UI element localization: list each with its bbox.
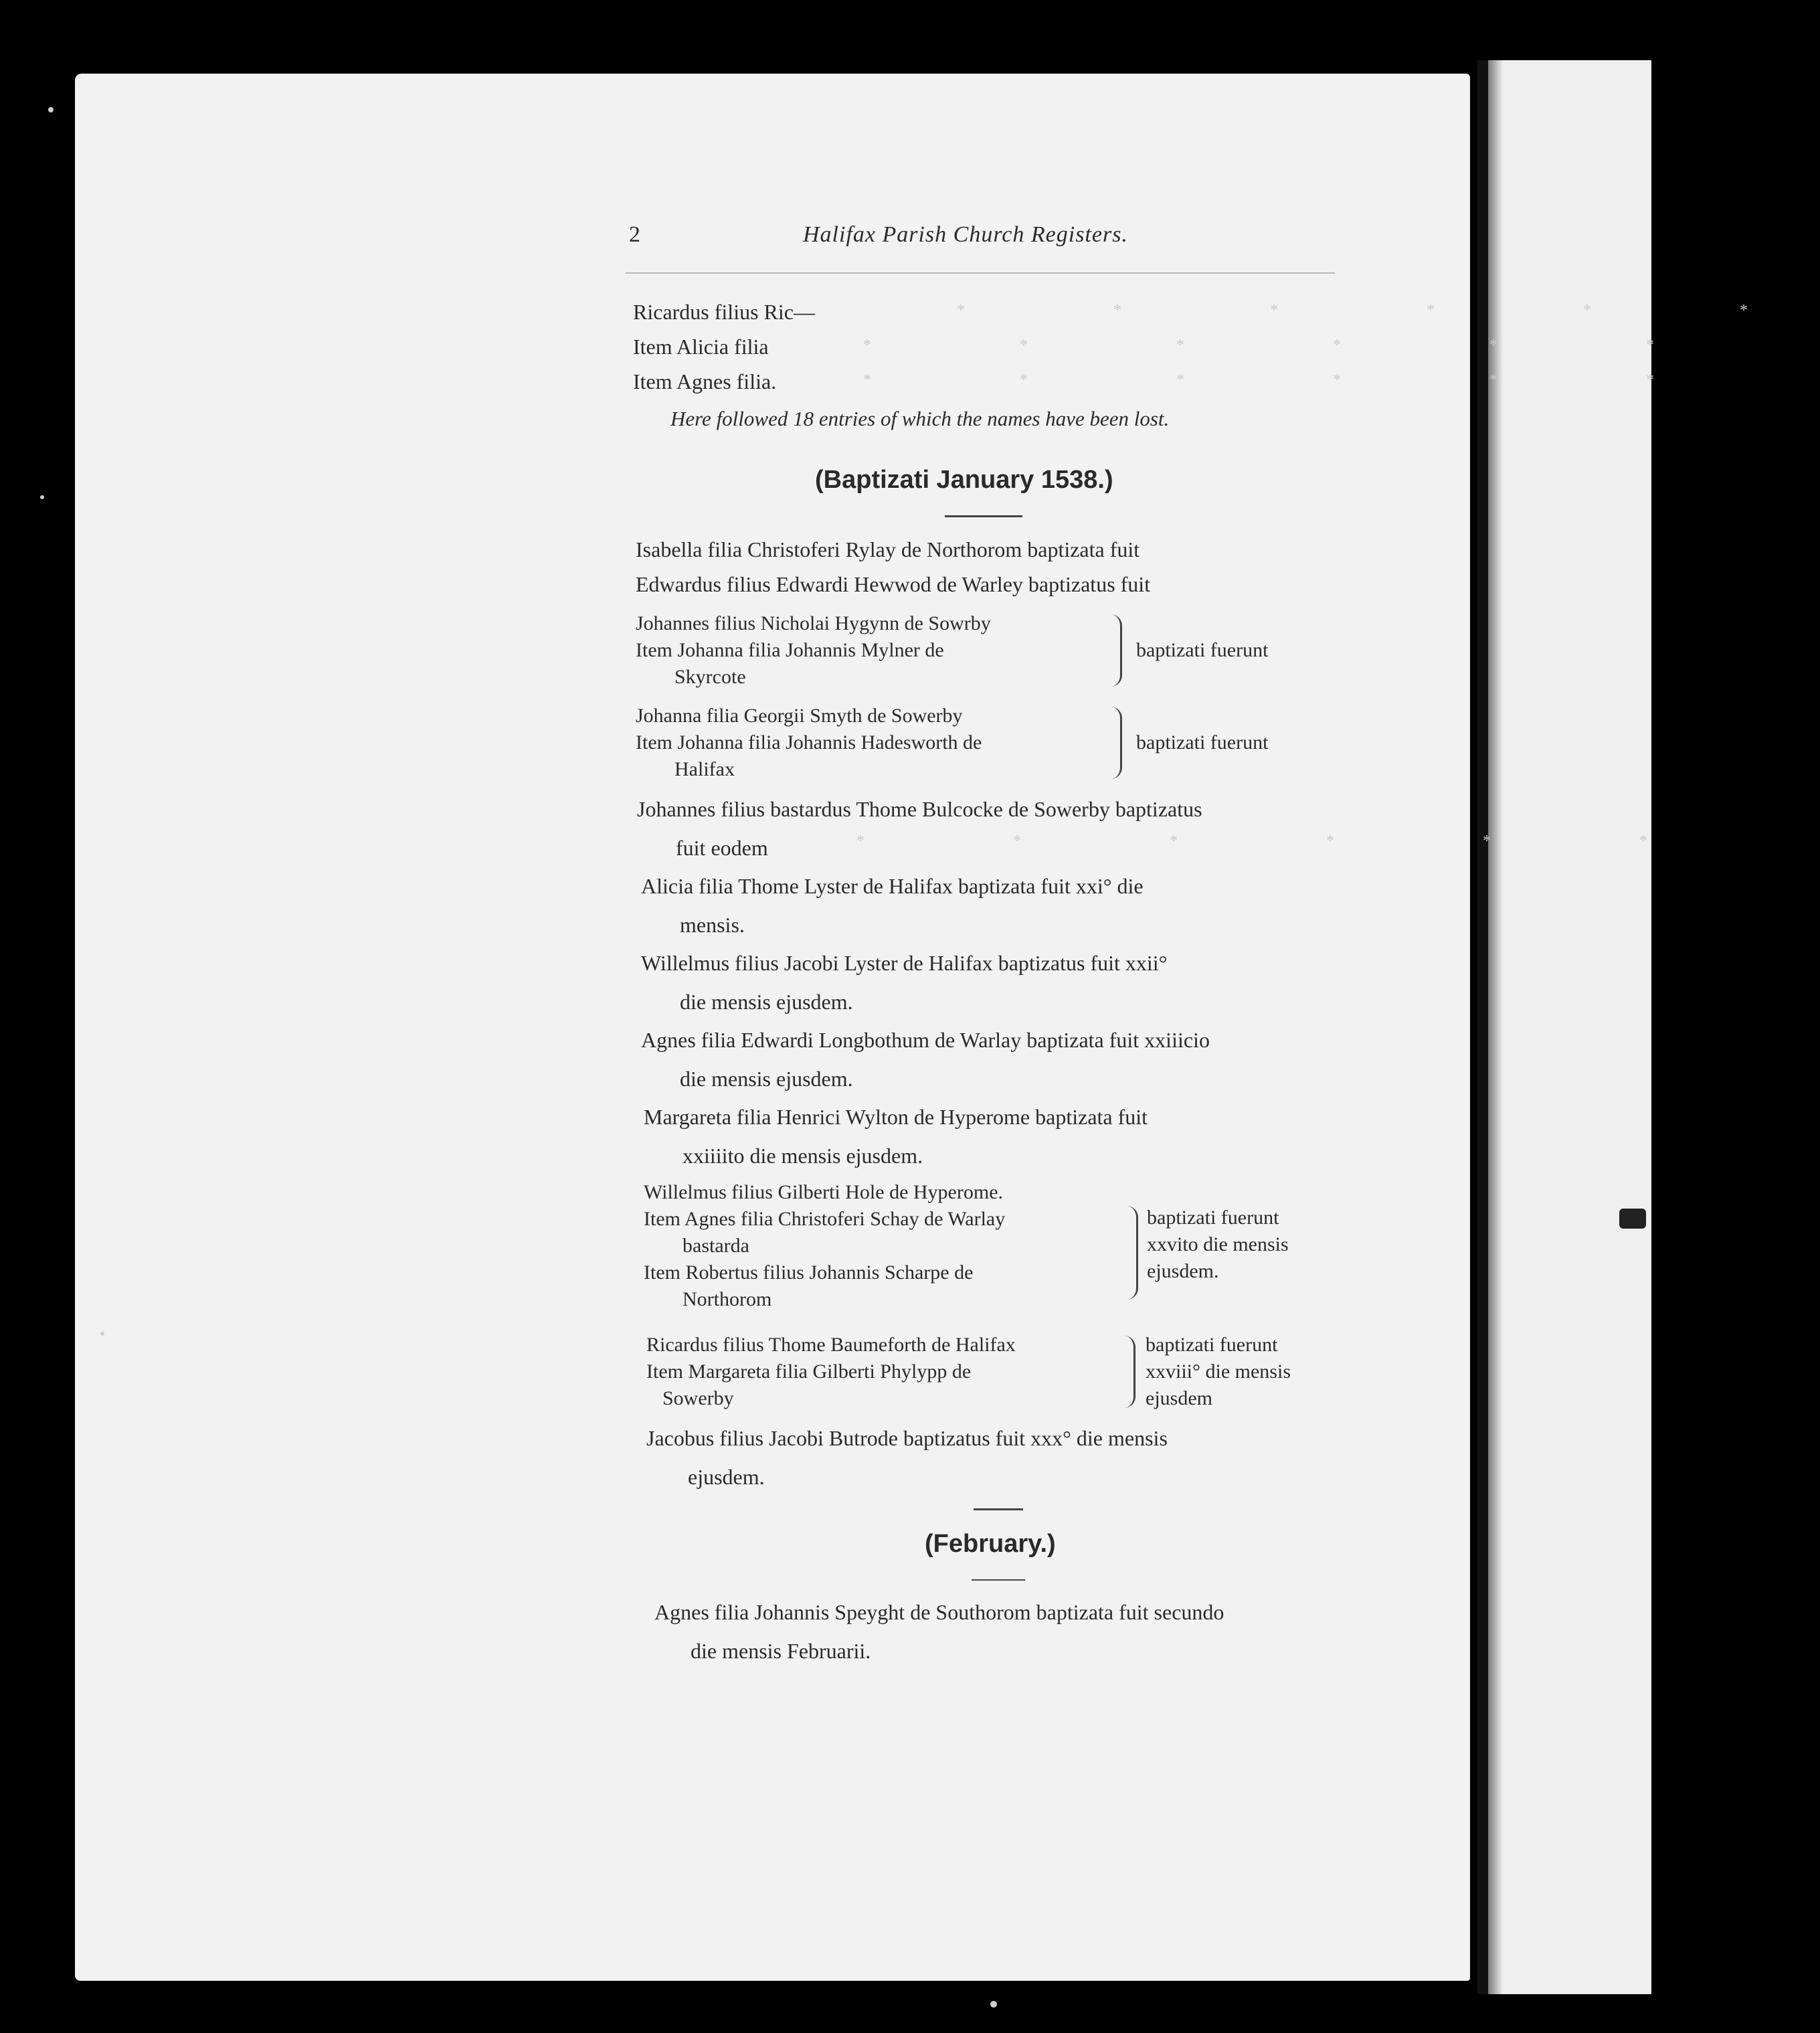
- scan-speck: [100, 1332, 104, 1336]
- group-result-line: baptizati fuerunt: [1147, 1207, 1279, 1229]
- page-number: 2: [629, 222, 640, 247]
- entry-isabella: Isabella filia Christoferi Rylay de Northorom baptizata fuit: [636, 537, 1140, 561]
- entry-group-halifax: [636, 703, 1338, 786]
- running-head: [629, 222, 1345, 256]
- lost-entry-line: Item Alicia filia: [633, 335, 769, 359]
- entry-group-baumeforth: [646, 1332, 1342, 1415]
- brace: [1111, 614, 1122, 687]
- brace: [1124, 1336, 1135, 1408]
- group-result-line: ejusdem: [1146, 1387, 1212, 1409]
- entry-line: Jacobus filius Jacobi Butrode baptizatus fuit xxx° die mensis: [646, 1426, 1168, 1450]
- entry-edwardus: Edwardus filius Edwardi Hewwod de Warley baptizatus fuit: [636, 572, 1151, 596]
- section-heading-february: (February.): [925, 1530, 1056, 1558]
- scan-speck: [48, 107, 54, 112]
- group-line: Item Johanna filia Johannis Hadesworth de: [636, 731, 982, 754]
- group-line: Item Margareta filia Gilberti Phylypp de: [646, 1360, 972, 1383]
- group-result-line: xxviii° die mensis: [1146, 1360, 1291, 1383]
- entry-line: Willelmus filius Jacobi Lyster de Halifax baptizatus fuit xxii°: [641, 951, 1168, 975]
- entry-line: mensis.: [680, 913, 745, 937]
- group-result-line: ejusdem.: [1147, 1260, 1219, 1282]
- group-line: Skyrcote: [674, 666, 746, 688]
- entry-line: Margareta filia Henrici Wylton de Hyperome baptizata fuit: [644, 1105, 1148, 1129]
- group-result-line: xxvito die mensis: [1147, 1233, 1289, 1255]
- omission-stars: * * * * * *: [957, 302, 1820, 319]
- entry-line: Agnes filia Johannis Speyght de Southorom baptizata fuit secundo: [654, 1600, 1224, 1624]
- group-result: [1147, 1205, 1289, 1285]
- group-line: Ricardus filius Thome Baumeforth de Halifax: [646, 1334, 1016, 1356]
- group-line: Sowerby: [662, 1387, 734, 1409]
- entry-agnes: [641, 1021, 1337, 1098]
- header-rule: [626, 272, 1335, 274]
- group-result: baptizati fuerunt: [1136, 731, 1269, 754]
- entry-line: ejusdem.: [688, 1465, 765, 1489]
- scan-speck: [40, 495, 44, 499]
- heading-rule: [974, 1508, 1023, 1510]
- group-line: Willelmus filius Gilberti Hole de Hyperome.: [644, 1181, 1004, 1203]
- group-result-line: baptizati fuerunt: [1146, 1334, 1278, 1356]
- group-line: Item Robertus filius Johannis Scharpe de: [644, 1261, 974, 1284]
- group-result: [1146, 1332, 1291, 1412]
- group-line: Halifax: [674, 758, 735, 780]
- group-names: [636, 703, 982, 783]
- heading-rule: [945, 515, 1022, 517]
- entry-line: die mensis ejusdem.: [680, 990, 853, 1014]
- brace: [1127, 1206, 1138, 1300]
- running-title: Halifax Parish Church Registers.: [803, 222, 1128, 247]
- entry-group-sowrby: [636, 610, 1338, 694]
- entry-line: Agnes filia Edwardi Longbothum de Warlay baptizata fuit xxiiicio: [641, 1028, 1210, 1052]
- entry-group-hyperome: [644, 1179, 1340, 1316]
- entry-line: die mensis Februarii.: [691, 1639, 871, 1663]
- entry-jacobus: [646, 1419, 1339, 1496]
- group-names: [636, 610, 991, 691]
- entry-alicia: [641, 867, 1330, 944]
- omission-stars: * * * * * *: [856, 832, 1720, 850]
- lost-entry-line: Ricardus filius Ric—: [633, 300, 815, 324]
- section-heading-january: (Baptizati January 1538.): [815, 466, 1113, 494]
- lost-entries-note: Here followed 18 entries of which the names have been lost.: [670, 407, 1170, 430]
- entry-line: xxiiiito die mensis ejusdem.: [682, 1144, 923, 1168]
- entry-february-agnes: [654, 1593, 1344, 1670]
- group-names: [646, 1332, 1016, 1412]
- group-result: baptizati fuerunt: [1136, 639, 1269, 661]
- entry-line: Alicia filia Thome Lyster de Halifax baptizata fuit xxi° die: [641, 874, 1144, 898]
- group-line: Northorom: [682, 1288, 772, 1310]
- entry-margareta: [644, 1097, 1333, 1175]
- entry-line: Johannes filius bastardus Thome Bulcocke de Sowerby baptizatus: [637, 797, 1202, 821]
- omission-stars: * * * * * *: [863, 337, 1726, 354]
- facing-page-mark: [1619, 1209, 1646, 1229]
- brace: [1111, 707, 1122, 779]
- entry-bulcocke: [637, 790, 1340, 867]
- lost-entry-line: Item Agnes filia.: [633, 369, 777, 393]
- omission-stars: * * * * * *: [863, 371, 1726, 389]
- heading-rule: [972, 1579, 1025, 1581]
- group-line: Johanna filia Georgii Smyth de Sowerby: [636, 705, 963, 727]
- scan-speck: [990, 2001, 997, 2008]
- entry-line: die mensis ejusdem.: [680, 1067, 853, 1091]
- entry-line: fuit eodem: [676, 836, 768, 860]
- group-line: Johannes filius Nicholai Hygynn de Sowrby: [636, 612, 991, 634]
- group-line: Item Johanna filia Johannis Mylner de: [636, 639, 944, 661]
- group-line: Item Agnes filia Christoferi Schay de Warlay: [644, 1208, 1006, 1230]
- group-names: [644, 1179, 1005, 1313]
- entry-willelmus: [641, 944, 1330, 1021]
- group-line: bastarda: [682, 1235, 749, 1257]
